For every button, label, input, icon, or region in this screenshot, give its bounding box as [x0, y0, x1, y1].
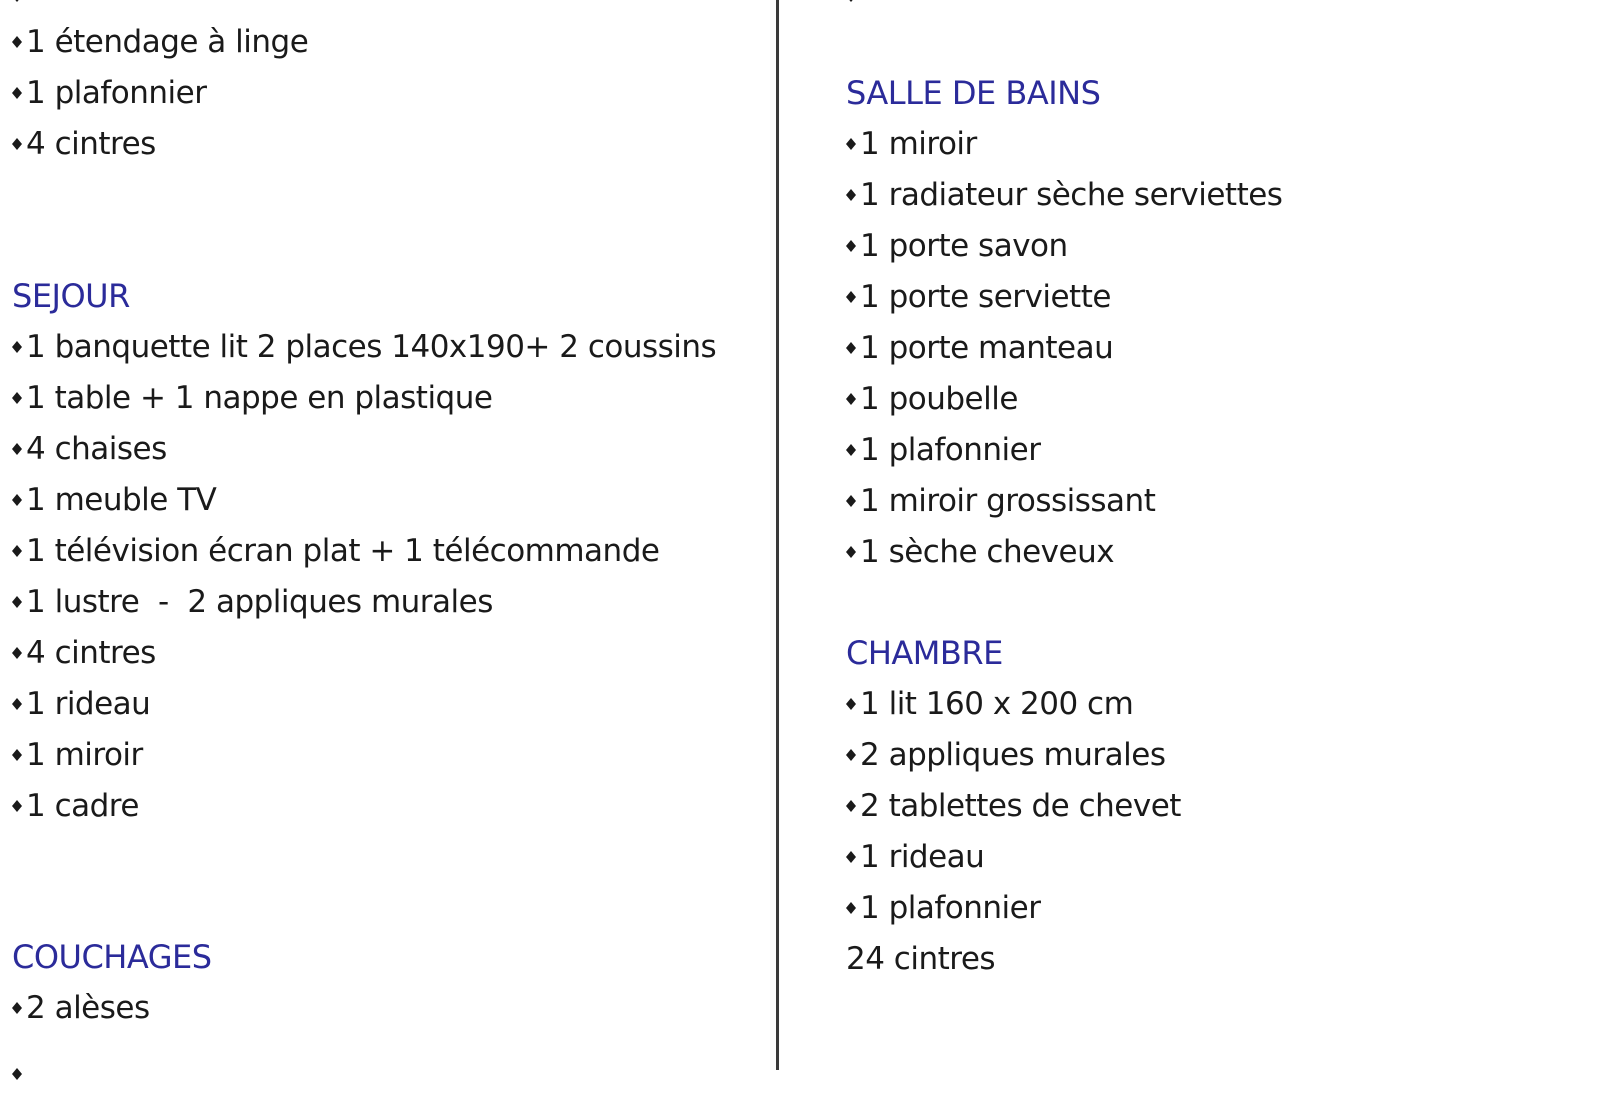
bullet-icon [12, 800, 22, 806]
bullet-icon [846, 240, 856, 246]
list-item: 2 tablettes de chevet [846, 780, 1181, 832]
column-divider [776, 0, 779, 1070]
bullet-icon [12, 749, 22, 755]
section-heading-salle-de-bains: SALLE DE BAINS [846, 74, 1101, 112]
bullet-icon [12, 545, 22, 551]
bullet-icon [12, 1068, 22, 1074]
bullet-icon [12, 494, 22, 500]
bullet-icon [846, 444, 856, 450]
list-item: 1 table + 1 nappe en plastique [12, 372, 492, 424]
list-item: 2 alèses [12, 982, 150, 1034]
bullet-icon [12, 138, 22, 144]
bullet-icon [846, 393, 856, 399]
bullet-icon [846, 749, 856, 755]
bullet-icon [846, 342, 856, 348]
list-item: 1 plafonnier [846, 882, 1040, 934]
list-item-cut-bottom [12, 1048, 26, 1100]
bullet-icon [846, 189, 856, 195]
list-item: 4 cintres [12, 118, 156, 170]
bullet-icon [846, 495, 856, 501]
list-item: 1 porte manteau [846, 322, 1113, 374]
section-heading-couchages: COUCHAGES [12, 938, 212, 976]
bullet-icon [12, 87, 22, 93]
bullet-icon [12, 647, 22, 653]
list-item: 1 plafonnier [12, 67, 206, 119]
bullet-icon [846, 698, 856, 704]
list-item: 1 porte serviette [846, 271, 1111, 323]
list-item: 1 banquette lit 2 places 140x190+ 2 coussins [12, 321, 716, 373]
list-item: 1 sèche cheveux [846, 526, 1114, 578]
bullet-icon [846, 138, 856, 144]
bullet-icon [846, 902, 856, 908]
list-item: 2 appliques murales [846, 729, 1165, 781]
list-item: 1 étendage à linge [12, 16, 308, 68]
list-item: 4 chaises [12, 423, 167, 475]
bullet-icon [846, 291, 856, 297]
section-heading-sejour: SEJOUR [12, 277, 130, 315]
list-item: 1 miroir [12, 729, 143, 781]
list-item-cut-top [846, 0, 860, 22]
bullet-icon [12, 392, 22, 398]
list-item: 1 poubelle [846, 373, 1018, 425]
list-item: 1 rideau [12, 678, 150, 730]
bullet-icon [12, 596, 22, 602]
list-item: 4 cintres [12, 627, 156, 679]
list-item: 1 rideau [846, 831, 984, 883]
bullet-icon [12, 341, 22, 347]
bullet-icon [12, 443, 22, 449]
list-item: 1 miroir grossissant [846, 475, 1155, 527]
list-item: 1 radiateur sèche serviettes [846, 169, 1282, 221]
list-item: 1 cadre [12, 780, 139, 832]
list-item: 1 lustre - 2 appliques murales [12, 576, 493, 628]
bullet-icon [12, 1002, 22, 1008]
bullet-icon [846, 546, 856, 552]
bullet-icon [846, 851, 856, 857]
bullet-icon [12, 698, 22, 704]
list-item: 1 plafonnier [846, 424, 1040, 476]
bullet-icon [12, 36, 22, 42]
section-heading-chambre: CHAMBRE [846, 634, 1003, 672]
list-item-plain: 24 cintres [846, 941, 996, 977]
list-item: 1 miroir [846, 118, 977, 170]
list-item: 1 meuble TV [12, 474, 216, 526]
list-item: 1 porte savon [846, 220, 1068, 272]
list-item: 1 télévision écran plat + 1 télécommande [12, 525, 659, 577]
list-item: 1 lit 160 x 200 cm [846, 678, 1133, 730]
bullet-icon [846, 800, 856, 806]
